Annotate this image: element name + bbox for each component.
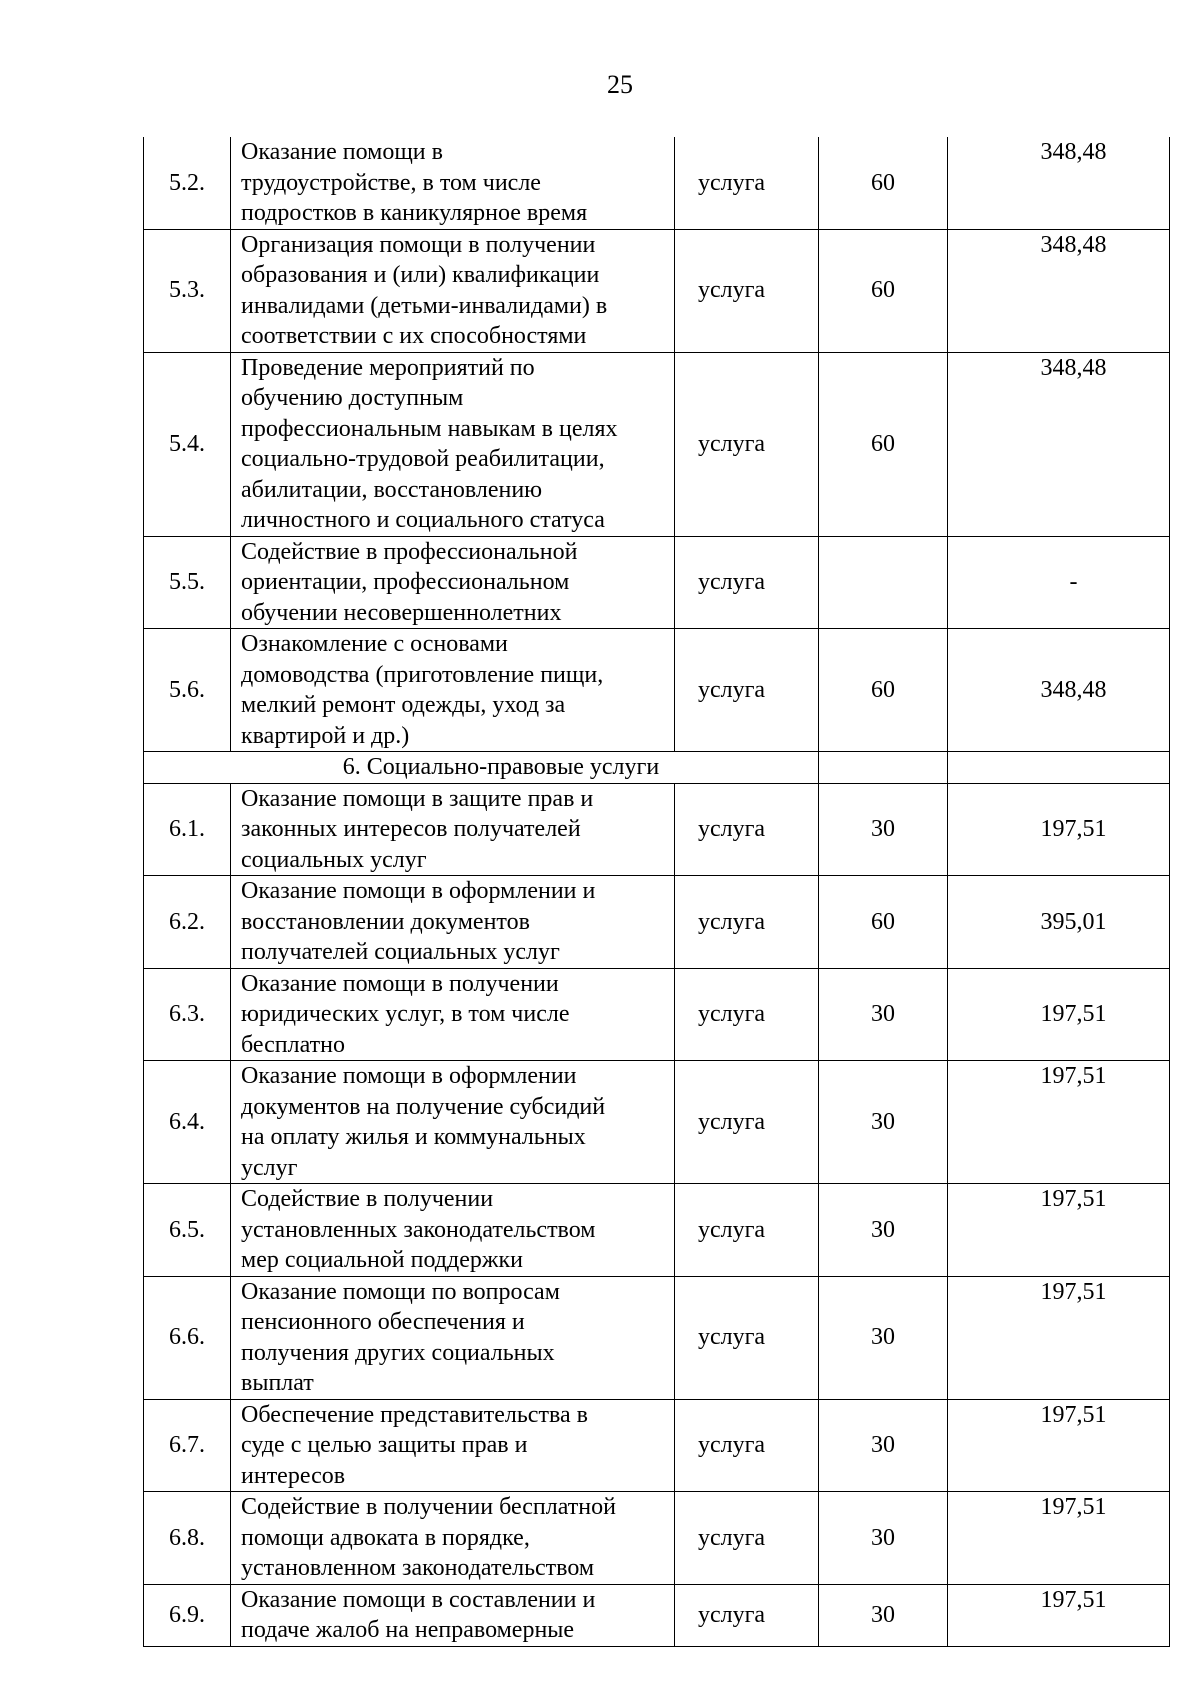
price-cell: 348,48 (948, 229, 1170, 352)
table-row (144, 352, 1170, 536)
price-cell: 348,48 (948, 352, 1170, 536)
service-name-line: мер социальной поддержки (241, 1247, 523, 1273)
service-name-line: обучению доступным (241, 385, 464, 411)
price-cell: 197,51 (948, 968, 1170, 1061)
item-number: 5.2. (144, 137, 231, 229)
service-name-line: Оказание помощи по вопросам (241, 1278, 560, 1305)
service-name-line: юридических услуг, в том числе (241, 1001, 570, 1027)
price-cell: 197,51 (948, 1276, 1170, 1399)
quantity-cell: 60 (819, 876, 948, 969)
quantity-cell: 30 (819, 783, 948, 876)
service-name-line: соответствии с их способностями (241, 323, 587, 349)
quantity-cell: 30 (819, 1584, 948, 1646)
service-name-line: помощи адвоката в порядке, (241, 1524, 530, 1551)
item-number: 6.2. (144, 876, 231, 969)
service-name-line: личностного и социального статуса (241, 507, 605, 533)
unit-cell: услуга (675, 1399, 819, 1492)
price-cell: 197,51 (948, 1492, 1170, 1585)
section-title: 6. Социально-правовые услуги (144, 752, 819, 784)
item-number: 6.8. (144, 1492, 231, 1585)
table-row (144, 1276, 1170, 1399)
service-name (231, 536, 675, 629)
quantity-cell (819, 752, 948, 784)
price-cell: 348,48 (948, 137, 1170, 229)
service-name-line: Содействие в профессиональной (241, 538, 578, 565)
quantity-cell: 60 (819, 352, 948, 536)
price-cell: 197,51 (948, 783, 1170, 876)
service-name-line: установленном законодательством (241, 1555, 595, 1581)
item-number: 6.7. (144, 1399, 231, 1492)
service-name-line: выплат (241, 1370, 314, 1396)
service-name (231, 352, 675, 536)
table-row (144, 876, 1170, 969)
service-name-line: трудоустройстве, в том числе (241, 169, 541, 196)
table-row (144, 629, 1170, 752)
service-name-line: Обеспечение представительства в (241, 1401, 588, 1428)
service-name-line: документов на получение субсидий (241, 1093, 606, 1120)
service-name-line: Содействие в получении бесплатной (241, 1494, 616, 1520)
service-name (231, 1584, 675, 1646)
service-name (231, 1399, 675, 1492)
service-name-line: на оплату жилья и коммунальных (241, 1124, 586, 1150)
item-number: 6.9. (144, 1584, 231, 1646)
item-number: 5.6. (144, 629, 231, 752)
service-name-line: установленных законодательством (241, 1216, 596, 1243)
price-cell: - (948, 536, 1170, 629)
table-row (144, 1184, 1170, 1277)
service-name-line: бесплатно (241, 1031, 345, 1058)
table-row (144, 137, 1170, 229)
service-name-line: Оказание помощи в защите прав и (241, 785, 594, 812)
service-name-line: Содействие в получении (241, 1186, 494, 1212)
item-number: 6.6. (144, 1276, 231, 1399)
quantity-cell (819, 536, 948, 629)
item-number: 6.5. (144, 1184, 231, 1277)
unit-cell: услуга (675, 629, 819, 752)
service-name-line: суде с целью защиты прав и (241, 1432, 528, 1458)
service-name-line: подростков в каникулярное время (241, 200, 588, 226)
quantity-cell: 60 (819, 229, 948, 352)
price-cell: 197,51 (948, 1584, 1170, 1646)
price-cell: 197,51 (948, 1061, 1170, 1184)
service-name (231, 137, 675, 229)
service-name-line: квартирой и др.) (241, 722, 410, 749)
quantity-cell: 30 (819, 1061, 948, 1184)
service-name (231, 876, 675, 969)
price-cell: 197,51 (948, 1184, 1170, 1277)
table-body (144, 137, 1170, 1646)
quantity-cell: 30 (819, 1399, 948, 1492)
unit-cell: услуга (675, 1276, 819, 1399)
service-name (231, 783, 675, 876)
service-name (231, 629, 675, 752)
service-name-line: абилитации, восстановлению (241, 476, 543, 503)
service-name-line: Оказание помощи в оформлении и (241, 878, 596, 904)
table-row (144, 1492, 1170, 1585)
table-row (144, 783, 1170, 876)
item-number: 6.3. (144, 968, 231, 1061)
unit-cell: услуга (675, 229, 819, 352)
service-name-line: получателей социальных услуг (241, 939, 560, 965)
unit-cell: услуга (675, 968, 819, 1061)
service-name (231, 968, 675, 1061)
unit-cell: услуга (675, 1584, 819, 1646)
service-name-line: законных интересов получателей (241, 816, 581, 842)
services-table (143, 137, 1170, 1647)
service-name-line: обучении несовершеннолетних (241, 599, 562, 626)
service-name-line: Оказание помощи в оформлении (241, 1063, 577, 1089)
quantity-cell: 60 (819, 629, 948, 752)
service-name-line: пенсионного обеспечения и (241, 1309, 525, 1335)
price-cell: 197,51 (948, 1399, 1170, 1492)
table-row (144, 1584, 1170, 1646)
price-cell (948, 752, 1170, 784)
service-name (231, 1184, 675, 1277)
table-row (144, 1399, 1170, 1492)
table-row (144, 229, 1170, 352)
unit-cell: услуга (675, 1184, 819, 1277)
table-row (144, 1061, 1170, 1184)
service-name-line: ориентации, профессиональном (241, 569, 570, 595)
unit-cell: услуга (675, 536, 819, 629)
item-number: 5.4. (144, 352, 231, 536)
service-name (231, 1276, 675, 1399)
service-name-line: подаче жалоб на неправомерные (241, 1617, 575, 1643)
service-name-line: интересов (241, 1462, 346, 1489)
service-name (231, 229, 675, 352)
quantity-cell: 30 (819, 1492, 948, 1585)
service-name-line: восстановлении документов (241, 908, 530, 935)
price-cell: 395,01 (948, 876, 1170, 969)
quantity-cell: 60 (819, 137, 948, 229)
unit-cell: услуга (675, 1061, 819, 1184)
price-cell: 348,48 (948, 629, 1170, 752)
service-name-line: Проведение мероприятий по (241, 354, 535, 381)
quantity-cell: 30 (819, 968, 948, 1061)
service-name-line: домоводства (приготовление пищи, (241, 661, 604, 688)
service-name-line: Оказание помощи в (241, 139, 443, 165)
unit-cell: услуга (675, 137, 819, 229)
unit-cell: услуга (675, 1492, 819, 1585)
quantity-cell: 30 (819, 1276, 948, 1399)
service-name (231, 1492, 675, 1585)
table-row (144, 968, 1170, 1061)
service-name-line: получения других социальных (241, 1339, 555, 1366)
service-name-line: социально-трудовой реабилитации, (241, 446, 605, 472)
service-name-line: Организация помощи в получении (241, 231, 596, 258)
service-name-line: образования и (или) квалификации (241, 262, 600, 288)
item-number: 6.1. (144, 783, 231, 876)
item-number: 5.3. (144, 229, 231, 352)
section-row (144, 752, 1170, 784)
service-name-line: Оказание помощи в получении (241, 970, 559, 997)
table-row (144, 536, 1170, 629)
unit-cell: услуга (675, 783, 819, 876)
item-number: 5.5. (144, 536, 231, 629)
service-name-line: профессиональным навыкам в целях (241, 415, 618, 442)
page-number: 25 (607, 70, 633, 99)
quantity-cell: 30 (819, 1184, 948, 1277)
unit-cell: услуга (675, 352, 819, 536)
service-name-line: мелкий ремонт одежды, уход за (241, 692, 566, 718)
service-name-line: инвалидами (детьми-инвалидами) в (241, 292, 608, 319)
service-name-line: социальных услуг (241, 846, 427, 873)
service-name-line: Ознакомление с основами (241, 631, 508, 657)
service-name-line: Оказание помощи в составлении и (241, 1586, 596, 1613)
unit-cell: услуга (675, 876, 819, 969)
service-name (231, 1061, 675, 1184)
service-name-line: услуг (241, 1154, 298, 1181)
item-number: 6.4. (144, 1061, 231, 1184)
